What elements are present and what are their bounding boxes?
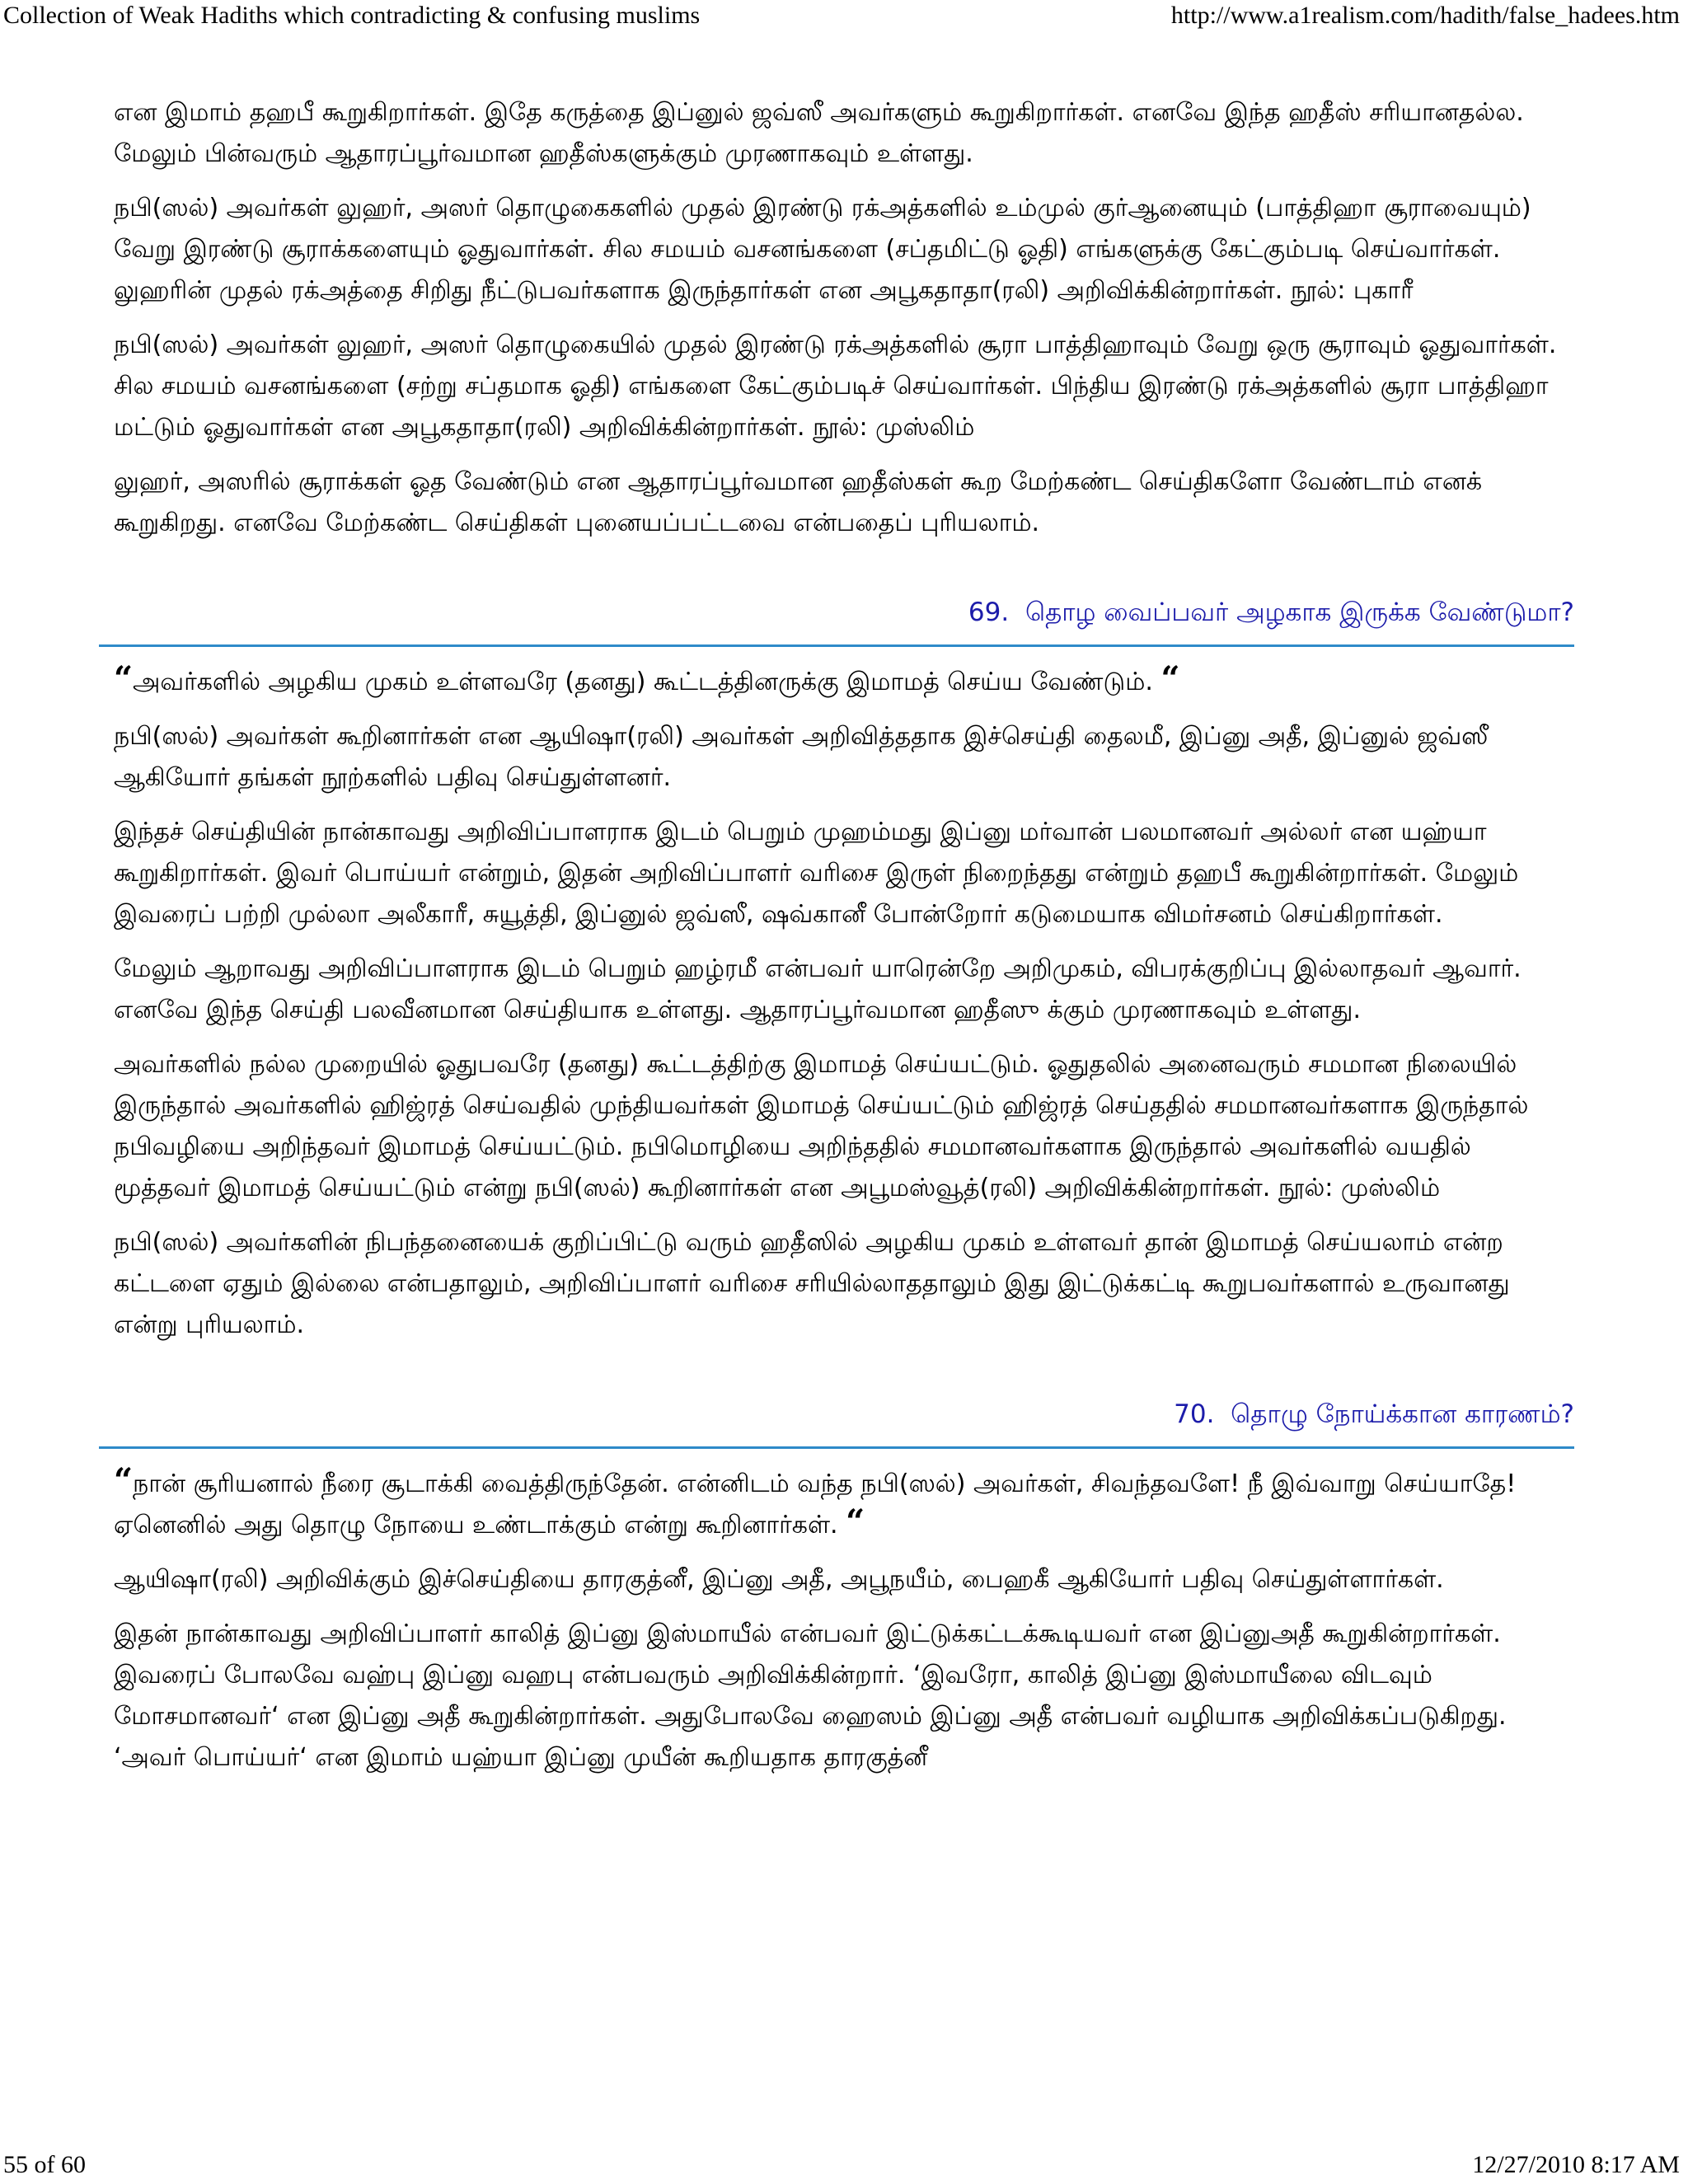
section-title: தொழு நோய்க்கான காரணம்? <box>1231 1399 1574 1429</box>
paragraph: என இமாம் தஹபீ கூறுகிறார்கள். இதே கருத்தை இப்னுல் ஜவ்ஸீ அவர்களும் கூறுகிறார்கள். எனவே இந்த ஹதீஸ் சரியானதல்ல. மேலும் பின்வரும் ஆதாரப்பூர்வமான ஹதீஸ்களுக்கும் முரணாகவும் உள்ளது. <box>114 98 1524 168</box>
section-heading <box>114 592 1574 633</box>
hadith-quote <box>114 659 1574 703</box>
print-header-title: Collection of Weak Hadiths which contradicting & confusing muslims <box>3 2 701 29</box>
close-quote-mark: “ <box>1160 659 1180 698</box>
paragraph: இதன் நான்காவது அறிவிப்பாளர் காலித் இப்னு இஸ்மாயீல் என்பவர் இட்டுக்கட்டக்கூடியவர் என இப்னுஅதீ கூறுகின்றார்கள். இவரைப் போலவே வஹ்பு இப்னு வஹபு என்பவரும் அறிவிக்கின்றார். ‘இவரோ, காலித் இப்னு இஸ்மாயீலை விடவும் மோசமானவர்‘ என இப்னு அதீ கூறுகின்றார்கள். அதுபோலவே ஹைஸம் இப்னு அதீ என்பவர் வழியாக அறிவிக்கப்படுகிறது. ‘அவர் பொய்யர்‘ என இமாம் யஹ்யா இப்னு முயீன் கூறியதாக தாரகுத்னீ <box>114 1619 1507 1772</box>
page-number: 55 of 60 <box>3 2151 86 2178</box>
print-footer <box>0 2149 1688 2182</box>
paragraph: இந்தச் செய்தியின் நான்காவது அறிவிப்பாளராக இடம் பெறும் முஹம்மது இப்னு மர்வான் பலமானவர் அல்லர் என யஹ்யா கூறுகிறார்கள். இவர் பொய்யர் என்றும், இதன் அறிவிப்பாளர் வரிசை இருள் நிறைந்தது என்றும் தஹபீ கூறுகின்றார்கள். மேலும் இவரைப் பற்றி முல்லா அலீகாரீ, சுயூத்தி, இப்னுல் ஜவ்ஸீ, ஷவ்கானீ போன்றோர் கடுமையாக விமர்சனம் செய்கிறார்கள். <box>114 818 1519 929</box>
document-body <box>114 92 1574 1792</box>
open-quote-mark: “ <box>114 1461 134 1500</box>
section-divider <box>99 644 1574 647</box>
print-datetime: 12/27/2010 8:17 AM <box>1472 2151 1680 2178</box>
hadith-quote <box>114 1461 1574 1546</box>
paragraph: நபி(ஸல்) அவர்கள் லுஹர், அஸர் தொழுகையில் முதல் இரண்டு ரக்அத்களில் சூரா பாத்திஹாவும் வேறு ஒரு சூராவும் ஓதுவார்கள். சில சமயம் வசனங்களை (சற்று சப்தமாக ஓதி) எங்களை கேட்கும்படிச் செய்வார்கள். பிந்திய இரண்டு ரக்அத்களில் சூரா பாத்திஹா மட்டும் ஓதுவார்கள் என அபூகதாதா(ரலி) அறிவிக்கின்றார்கள். நூல்: முஸ்லிம் <box>114 330 1557 442</box>
paragraph: நபி(ஸல்) அவர்கள் லுஹர், அஸர் தொழுகைகளில் முதல் இரண்டு ரக்அத்களில் உம்முல் குர்ஆனையும் (பாத்திஹா சூராவையும்) வேறு இரண்டு சூராக்களையும் ஓதுவார்கள். சில சமயம் வசனங்களை (சப்தமிட்டு ஓதி) எங்களுக்கு கேட்கும்படி செய்வார்கள். லுஹரின் முதல் ரக்அத்தை சிறிது நீட்டுபவர்களாக இருந்தார்கள் என அபூகதாதா(ரலி) அறிவிக்கின்றார்கள். நூல்: புகாரீ <box>114 194 1531 305</box>
section-heading <box>114 1394 1574 1435</box>
quote-text: அவர்களில் அழகிய முகம் உள்ளவரே (தனது) கூட்டத்தினருக்கு இமாமத் செய்ய வேண்டும். <box>133 668 1153 696</box>
section-title: தொழ வைப்பவர் அழகாக இருக்க வேண்டுமா? <box>1025 598 1574 627</box>
close-quote-mark: “ <box>846 1502 865 1541</box>
print-header-url: http://www.a1realism.com/hadith/false_hadees.htm <box>1170 2 1680 29</box>
paragraph: லுஹர், அஸரில் சூராக்கள் ஓத வேண்டும் என ஆதாரப்பூர்வமான ஹதீஸ்கள் கூற மேற்கண்ட செய்திகளோ வேண்டாம் எனக் கூறுகிறது. எனவே மேற்கண்ட செய்திகள் புனையப்பட்டவை என்பதைப் புரியலாம். <box>114 467 1483 537</box>
section-divider <box>99 1446 1574 1449</box>
section-number: 69. <box>968 598 1010 627</box>
print-header <box>0 0 1688 33</box>
open-quote-mark: “ <box>114 659 134 698</box>
paragraph: மேலும் ஆறாவது அறிவிப்பாளராக இடம் பெறும் ஹழ்ரமீ என்பவர் யாரென்றே அறிமுகம், விபரக்குறிப்பு இல்லாதவர் ஆவார். எனவே இந்த செய்தி பலவீனமான செய்தியாக உள்ளது. ஆதாரப்பூர்வமான ஹதீஸு க்கும் முரணாகவும் உள்ளது. <box>114 954 1522 1024</box>
quote-text: நான் சூரியனால் நீரை சூடாக்கி வைத்திருந்தேன். என்னிடம் வந்த நபி(ஸல்) அவர்கள், சிவந்தவளே! நீ இவ்வாறு செய்யாதே! ஏனெனில் அது தொழு நோயை உண்டாக்கும் என்று கூறினார்கள். <box>114 1469 1517 1540</box>
section-69 <box>114 592 1574 1346</box>
section-70 <box>114 1394 1574 1779</box>
paragraph: அவர்களில் நல்ல முறையில் ஓதுபவரே (தனது) கூட்டத்திற்கு இமாமத் செய்யட்டும். ஓதுதலில் அனைவரும் சமமான நிலையில் இருந்தால் அவர்களில் ஹிஜ்ரத் செய்வதில் முந்தியவர்கள் இமாமத் செய்யட்டும் ஹிஜ்ரத் செய்ததில் சமமானவர்களாக இருந்தால் நபிவழியை அறிந்தவர் இமாமத் செய்யட்டும். நபிமொழியை அறிந்ததில் சமமானவர்களாக இருந்தால் அவர்களில் வயதில் மூத்தவர் இமாமத் செய்யட்டும் என்று நபி(ஸல்) கூறினார்கள் என அபூமஸ்வூத்(ரலி) அறிவிக்கின்றார்கள். நூல்: முஸ்லிம் <box>114 1050 1529 1202</box>
intro-block <box>114 92 1574 544</box>
section-number: 70. <box>1174 1399 1215 1429</box>
paragraph: ஆயிஷா(ரலி) அறிவிக்கும் இச்செய்தியை தாரகுத்னீ, இப்னு அதீ, அபூநயீம், பைஹகீ ஆகியோர் பதிவு செய்துள்ளார்கள். <box>114 1565 1444 1594</box>
paragraph: நபி(ஸல்) அவர்களின் நிபந்தனையைக் குறிப்பிட்டு வரும் ஹதீஸில் அழகிய முகம் உள்ளவர் தான் இமாமத் செய்யலாம் என்ற கட்டளை ஏதும் இல்லை என்பதாலும், அறிவிப்பாளர் வரிசை சரியில்லாததாலும் இது இட்டுக்கட்டி கூறுபவர்களால் உருவானது என்று புரியலாம். <box>114 1228 1510 1339</box>
paragraph: நபி(ஸல்) அவர்கள் கூறினார்கள் என ஆயிஷா(ரலி) அவர்கள் அறிவித்ததாக இச்செய்தி தைலமீ, இப்னு அதீ, இப்னுல் ஜவ்ஸீ ஆகியோர் தங்கள் நூற்களில் பதிவு செய்துள்ளனர். <box>114 722 1489 792</box>
